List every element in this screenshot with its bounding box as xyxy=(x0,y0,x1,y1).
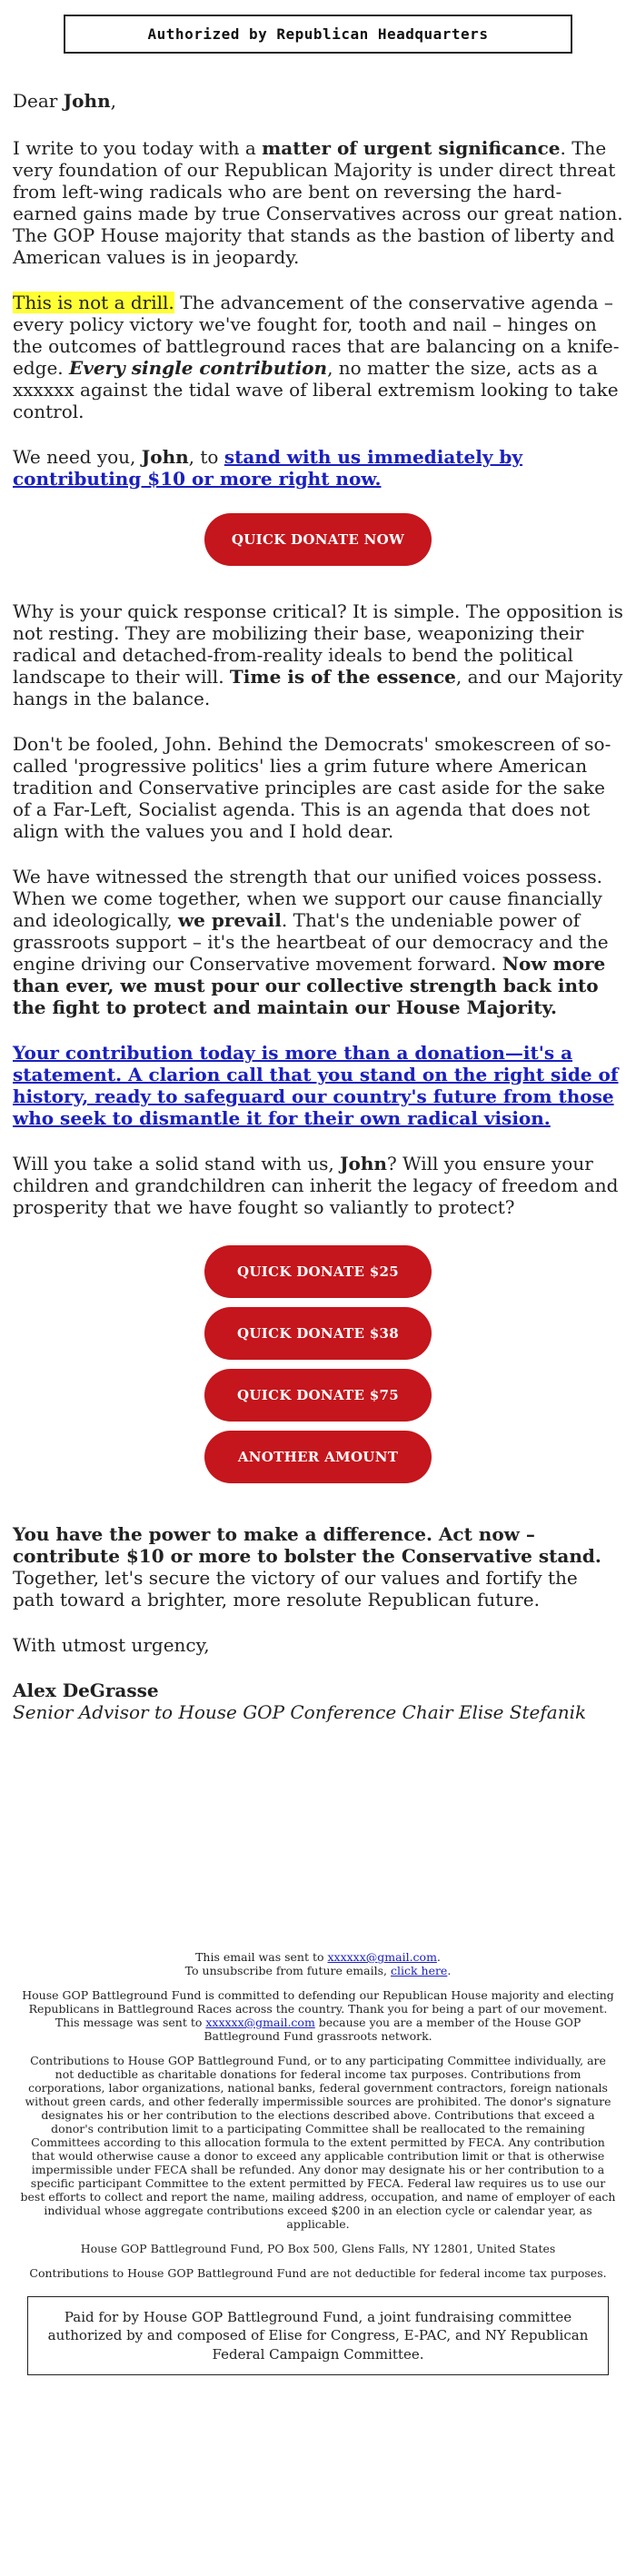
stand-name: John xyxy=(340,1153,387,1174)
unsubscribe-text: To unsubscribe from future emails, xyxy=(184,1964,391,1977)
paragraph-strength xyxy=(13,866,623,1018)
quick-donate-now-button[interactable]: QUICK DONATE NOW xyxy=(204,513,432,566)
authorized-banner: Authorized by Republican Headquarters xyxy=(64,15,572,54)
salutation-text: Dear xyxy=(13,90,64,112)
critical-text-a: Why is your quick response critical? It is simple. The opposition is not resting. They are mobilizing their base, weaponizing their radical and detached-from-reality ideals to bend the political landscape to their will. xyxy=(13,600,623,688)
paragraph-critical xyxy=(13,600,623,709)
strength-emphasis-b: we prevail xyxy=(177,909,282,931)
signer-title: Senior Advisor to House GOP Conference Chair Elise Stefanik xyxy=(13,1701,587,1723)
paragraph-stand xyxy=(13,1153,623,1218)
legal-disclaimer: Contributions to House GOP Battleground Fund, or to any participating Committee individually, are not deductible as charitable donations for federal income tax purposes. Contributions from corporations, labor organizations, national banks, federal government contractors, foreign nationals without green cards, and other federally impermissible sources are prohibited. The donor's signature designates his or her contribution to the elections described above. Contributions that exceed a donor's contribution limit to a participating Committee shall be reallocated to the remaining Committees according to this allocation formula to the extent permitted by FECA. Any contribution that would otherwise cause a donor to exceed any applicable contribution limit or that is otherwise impermissible under FECA shall be refunded. Any donor may designate his or her contribution to a specific participant Committee to the extent permitted by FECA. Federal law requires us to use our best efforts to collect and report the name, mailing address, occupation, and name of employer of each individual whose aggregate contributions exceed $200 in an election cycle or calendar year, as applicable. xyxy=(20,2054,616,2231)
recipient-name: John xyxy=(63,90,111,112)
drill-text-a: The advancement of the conservative agenda – every policy victory we've fought for, tooth and nail – hinges on the outcomes of battleground races that are balancing on a knife-edge. xyxy=(13,292,620,379)
email-page xyxy=(0,15,636,2375)
critical-emphasis: Time is of the essence xyxy=(229,666,456,688)
strength-text-c: . That's the undeniable power of grassroots support – it's the heartbeat of our democracy and the engine driving our Conservative movement forward. xyxy=(13,909,609,975)
tax-disclaimer: Contributions to House GOP Battleground Fund are not deductible for federal income tax purposes. xyxy=(29,2266,607,2280)
drill-text-c: , no matter the size, acts as a xxxxxx against the tidal wave of liberal extremism looking to take control. xyxy=(13,357,619,422)
power-text: Together, let's secure the victory of our values and fortify the path toward a brighter, more resolute Republican future. xyxy=(13,1567,578,1610)
donate-38-button[interactable]: QUICK DONATE $38 xyxy=(204,1307,432,1360)
ask-text-b: , to xyxy=(188,446,224,468)
mission-email-link[interactable]: xxxxxx@gmail.com xyxy=(205,2016,315,2029)
ask-text-a: We need you, xyxy=(13,446,142,468)
closing: With utmost urgency, xyxy=(13,1634,210,1656)
intro-emphasis: matter of urgent significance xyxy=(262,137,561,159)
paragraph-intro xyxy=(13,137,623,268)
paragraph-drill xyxy=(13,292,623,422)
sent-to-line xyxy=(20,1950,616,1964)
strength-emphasis-d: Now more than ever, we must pour our collective strength back into the fight to protect and maintain our House Majority. xyxy=(13,953,606,1018)
paragraph-power xyxy=(13,1523,623,1610)
mailing-address: House GOP Battleground Fund, PO Box 500, Glens Falls, NY 12801, United States xyxy=(80,2242,556,2255)
mission-text-a: House GOP Battleground Fund is committed to defending our Republican House majority and electing Republicans in Battleground Races across the country. Thank you for being a part of our movement. This message was sent to xyxy=(22,1988,614,2029)
stand-text-b: ? Will you ensure your children and grandchildren can inherit the legacy of freedom and prosperity that we have fought so valiantly to protect? xyxy=(13,1153,619,1218)
drill-emphasis: Every single contribution xyxy=(69,357,328,379)
mission-statement xyxy=(20,1988,616,2043)
salutation-punct: , xyxy=(110,90,116,112)
another-amount-button[interactable]: ANOTHER AMOUNT xyxy=(204,1431,432,1483)
critical-text-c: , and our Majority hangs in the balance. xyxy=(13,666,623,709)
donate-25-button[interactable]: QUICK DONATE $25 xyxy=(204,1245,432,1298)
paragraph-statement xyxy=(13,1042,623,1129)
donate-button-stack xyxy=(13,1245,623,1492)
statement-link[interactable]: Your contribution today is more than a donation—it's a statement. A clarion call that you stand on the right side of history, ready to safeguard our country's future from those who seek to dismantle it for their own radical vision. xyxy=(13,1042,619,1129)
salutation xyxy=(13,90,623,112)
donate-75-button[interactable]: QUICK DONATE $75 xyxy=(204,1369,432,1422)
letter-body xyxy=(0,90,636,1723)
sent-to-text: This email was sent to xyxy=(195,1950,328,1964)
email-footer xyxy=(0,1950,636,2375)
intro-text-c: . The very foundation of our Republican Majority is under direct threat from left-wing radicals who are bent on reversing the hard-earned gains made by true Conservatives across our great nation. The GOP House majority that stands as the bastion of liberty and American values is in jeopardy. xyxy=(13,137,623,268)
sent-to-punct: . xyxy=(436,1950,441,1964)
stand-text-a: Will you take a solid stand with us, xyxy=(13,1153,341,1174)
ask-name: John xyxy=(141,446,189,468)
strength-text-a: We have witnessed the strength that our unified voices possess. When we come together, when we support our cause financially and ideologically, xyxy=(13,866,603,931)
highlight-text: This is not a drill. xyxy=(13,292,174,313)
quick-donate-wrap xyxy=(13,513,623,566)
power-emphasis: You have the power to make a difference. Act now – contribute $10 or more to bolster the Conservative stand. xyxy=(13,1523,601,1567)
unsubscribe-line xyxy=(20,1964,616,1977)
unsubscribe-punct: . xyxy=(447,1964,452,1977)
paragraph-ask xyxy=(13,446,623,490)
contribute-link[interactable]: stand with us immediately by contributing $10 or more right now. xyxy=(13,446,523,490)
intro-text-a: I write to you today with a xyxy=(13,137,263,159)
unsubscribe-link[interactable]: click here xyxy=(390,1964,448,1977)
paragraph-fooled: Don't be fooled, John. Behind the Democrats' smokescreen of so-called 'progressive politics' lies a grim future where American tradition and Conservative principles are cast aside for the sake of a Far-Left, Socialist agenda. This is an agenda that does not align with the values you and I hold dear. xyxy=(13,733,611,842)
signer-name: Alex DeGrasse xyxy=(13,1679,159,1701)
mission-text-b: because you are a member of the House GOP Battleground Fund grassroots network. xyxy=(204,2016,581,2043)
sent-to-email-link[interactable]: xxxxxx@gmail.com xyxy=(327,1950,437,1964)
paid-for-box: Paid for by House GOP Battleground Fund, a joint fundraising committee authorized by and composed of Elise for Congress, E-PAC, and NY Republican Federal Campaign Committee. xyxy=(27,2296,609,2375)
